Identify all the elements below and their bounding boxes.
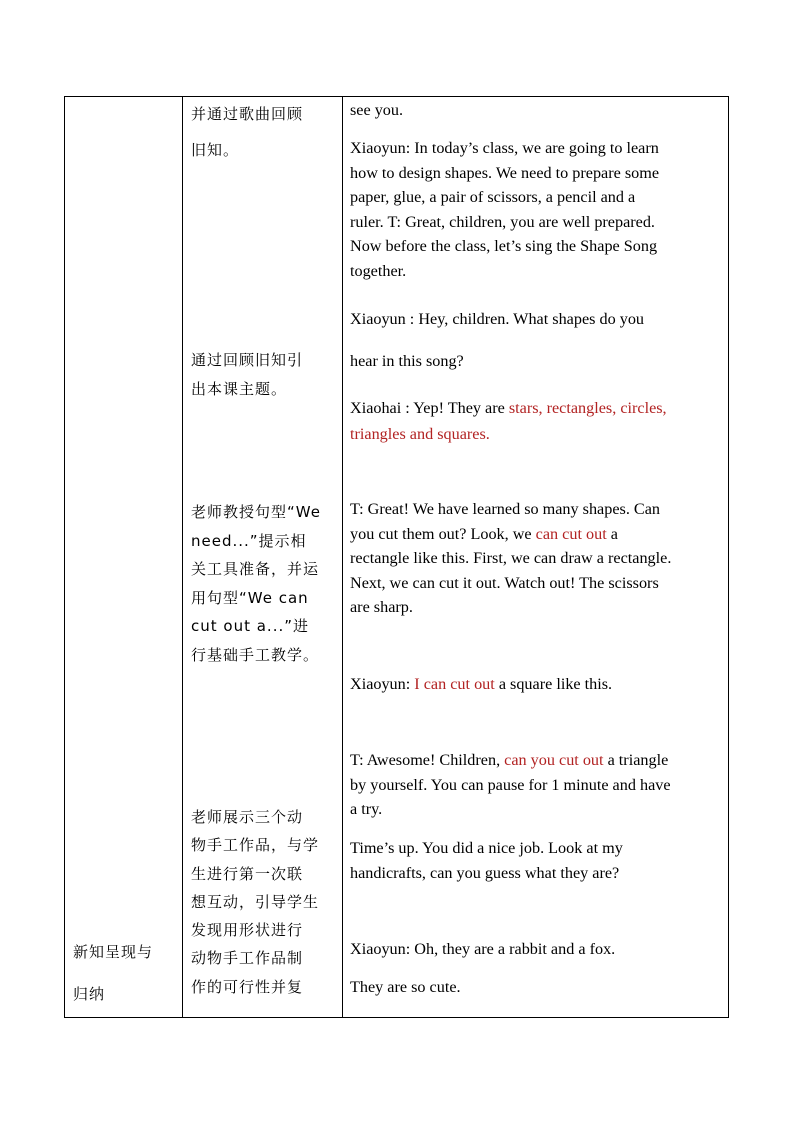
dialogue-p8: Time’s up. You did a nice job. Look at my handicrafts, can you guess what they are? — [350, 839, 623, 882]
phrase-highlight: can you cut out — [504, 751, 604, 769]
dialogue-p10: They are so cute. — [350, 978, 461, 996]
dialogue-p7: T: Awesome! Children, can you cut out a triangle by yourself. You can pause for 1 minute and have a try. — [350, 751, 671, 819]
design-note-1: 并通过歌曲回顾 旧知。 — [191, 105, 304, 159]
dialogue-p4: Xiaohai : Yep! They are stars, rectangles, circles, triangles and squares. — [350, 399, 667, 443]
phrase-highlight: I can cut out — [414, 675, 495, 693]
dialogue-p1: see you. — [350, 101, 404, 119]
phrase-highlight: can cut out — [535, 524, 607, 543]
design-note-3: 老师教授句型“We need...”提示相 关工具准备，并运 用句型“We can cut out a...”进 行基础手工教学。 — [191, 503, 321, 664]
section-label-line-1: 新知呈现与 — [73, 943, 154, 961]
dialogue-p9: Xiaoyun: Oh, they are a rabbit and a fox. — [350, 940, 616, 958]
design-note-2: 通过回顾旧知引 出本课主题。 — [191, 351, 304, 398]
dialogue-p6: Xiaoyun: I can cut out a square like this. — [350, 675, 613, 693]
lesson-plan-table — [64, 96, 729, 1018]
section-label — [73, 931, 178, 1015]
dialogue-p5: T: Great! We have learned so many shapes. Can you cut them out? Look, we can cut out a rectangle like this. First, we can draw a rectangle. Next, we can cut it out. Watch out! The scissors are sharp. — [350, 500, 672, 617]
dialogue-p2: Xiaoyun: In today’s class, we are going to learn how to design shapes. We need to prepare some paper, glue, a pair of scissors, a pencil and a ruler. T: Great, children, you are well prepared. Now before the class, let’s sing the Shape Song together. — [350, 139, 660, 280]
column-divider-1 — [182, 97, 183, 1017]
design-note-4: 老师展示三个动 物手工作品，与学 生进行第一次联 想互动，引导学生 发现用形状进行 动物手工作品制 作的可行性并复 — [191, 808, 320, 996]
shape-list-highlight: stars, rectangles, circles, — [508, 399, 667, 417]
column-divider-2 — [342, 97, 343, 1017]
dialogue-p3: Xiaoyun : Hey, children. What shapes do you hear in this song? — [350, 310, 645, 370]
section-label-line-2: 归纳 — [73, 985, 106, 1003]
